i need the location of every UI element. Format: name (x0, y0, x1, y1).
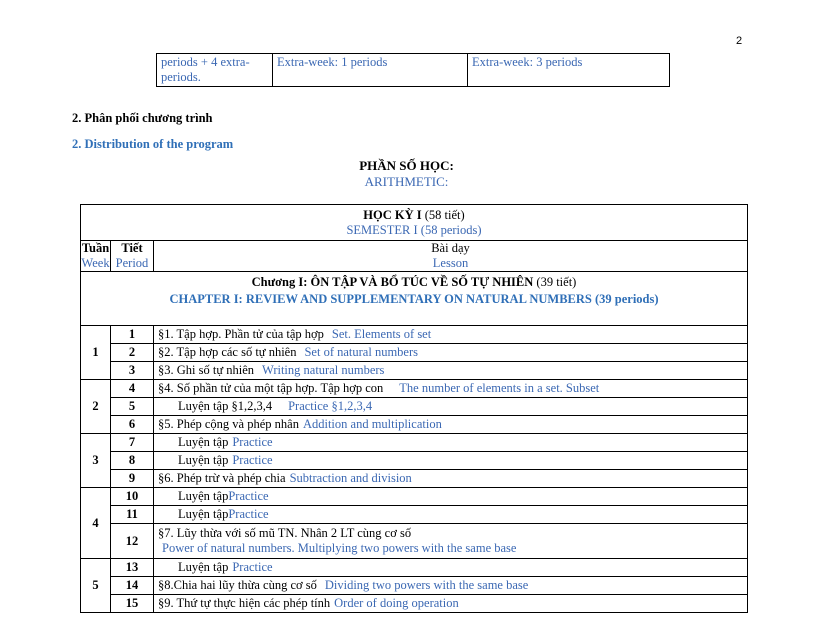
lesson-cell (154, 452, 748, 470)
lesson-en: Set. Elements of set (331, 327, 432, 341)
period-cell: 10 (111, 488, 154, 506)
week-cell: 3 (81, 434, 111, 488)
table-row (81, 380, 748, 398)
lesson-en: Writing natural numbers (262, 363, 385, 377)
period-cell: 11 (111, 506, 154, 524)
table-row (81, 559, 748, 577)
week-column-header (81, 241, 111, 272)
table-cell: Extra-week: 3 periods (468, 54, 670, 87)
lesson-cell (154, 470, 748, 488)
lesson-cell (154, 488, 748, 506)
lesson-cell (154, 362, 748, 380)
semester-note-vi: (58 tiết) (424, 208, 465, 222)
lesson-vi: Luyện tập (178, 435, 229, 449)
table-row (81, 488, 748, 506)
chapter-header (81, 272, 748, 326)
period-cell: 12 (111, 524, 154, 559)
lesson-en: Addition and multiplication (302, 417, 442, 431)
period-cell: 8 (111, 452, 154, 470)
semester-header (81, 205, 748, 241)
table-row (81, 416, 748, 434)
table-row (81, 398, 748, 416)
table-row (81, 434, 748, 452)
period-cell: 5 (111, 398, 154, 416)
section-heading-en: 2. Distribution of the program (72, 137, 234, 151)
lesson-cell (154, 416, 748, 434)
period-cell: 3 (111, 362, 154, 380)
period-cell: 9 (111, 470, 154, 488)
table-row (81, 577, 748, 595)
period-cell: 6 (111, 416, 154, 434)
week-cell: 4 (81, 488, 111, 559)
table-cell: periods + 4 extra-periods. (157, 54, 273, 87)
chapter-title-vi: Chương I: ÔN TẬP VÀ BỔ TÚC VỀ SỐ TỰ NHIÊN (251, 275, 534, 289)
table-row (81, 470, 748, 488)
table-cell: Extra-week: 1 periods (273, 54, 468, 87)
lesson-header-en: Lesson (432, 256, 469, 270)
table-row (81, 362, 748, 380)
lesson-vi: Luyện tập (178, 489, 229, 503)
lesson-cell (154, 577, 748, 595)
lesson-en: Dividing two powers with the same base (324, 578, 529, 592)
lesson-cell (154, 380, 748, 398)
lesson-en: Practice §1,2,3,4 (288, 399, 373, 413)
lesson-column-header (154, 241, 748, 272)
lesson-en: Practice (232, 560, 273, 574)
week-cell: 5 (81, 559, 111, 613)
table-row (81, 344, 748, 362)
lesson-vi: §8.Chia hai lũy thừa cùng cơ số (158, 578, 317, 592)
lesson-en: Practice (232, 435, 273, 449)
lesson-en: Power of natural numbers. Multiplying two powers with the same base (162, 541, 517, 555)
period-cell: 2 (111, 344, 154, 362)
table-row (81, 506, 748, 524)
lesson-en: The number of elements in a set. Subset (399, 381, 600, 395)
lesson-vi: §2. Tập hợp các số tự nhiên (158, 345, 297, 359)
lesson-cell (154, 595, 748, 613)
lesson-cell (154, 524, 748, 559)
period-cell: 4 (111, 380, 154, 398)
period-header-vi: Tiết (121, 241, 143, 255)
lesson-vi: §7. Lũy thừa với số mũ TN. Nhân 2 LT cùng cơ số (158, 526, 412, 540)
semester-title-en: SEMESTER I (58 periods) (346, 223, 482, 237)
period-cell: 14 (111, 577, 154, 595)
lesson-vi: Luyện tập (178, 507, 229, 521)
lesson-en: Practice (232, 453, 273, 467)
period-cell: 13 (111, 559, 154, 577)
lesson-cell (154, 398, 748, 416)
lesson-vi: §9. Thứ tự thực hiện các phép tính (158, 596, 331, 610)
program-table (80, 204, 748, 613)
period-header-en: Period (115, 256, 149, 270)
lesson-vi: Luyện tập §1,2,3,4 (178, 399, 273, 413)
lesson-cell (154, 559, 748, 577)
period-column-header (111, 241, 154, 272)
lesson-vi: §5. Phép cộng và phép nhân (158, 417, 299, 431)
lesson-header-vi: Bài dạy (431, 241, 470, 255)
lesson-en: Practice (228, 489, 269, 503)
table-row (81, 524, 748, 559)
column-header-row (81, 241, 748, 272)
lesson-en: Subtraction and division (289, 471, 412, 485)
lesson-cell (154, 434, 748, 452)
chapter-note-en: (39 periods) (594, 292, 659, 306)
period-cell: 7 (111, 434, 154, 452)
part-title-en: ARITHMETIC: (364, 174, 449, 189)
week-header-en: Week (81, 256, 110, 270)
lesson-en: Order of doing operation (334, 596, 459, 610)
lesson-cell (154, 326, 748, 344)
week-cell: 2 (81, 380, 111, 434)
lesson-vi: §3. Ghi số tự nhiên (158, 363, 255, 377)
lesson-vi: §6. Phép trừ và phép chia (158, 471, 286, 485)
lesson-cell (154, 344, 748, 362)
semester-title-vi: HỌC KỲ I (363, 208, 422, 222)
lesson-vi: §4. Số phần tử của một tập hợp. Tập hợp con (158, 381, 384, 395)
period-cell: 15 (111, 595, 154, 613)
week-cell: 1 (81, 326, 111, 380)
week-header-vi: Tuần (81, 241, 110, 255)
chapter-title-en: CHAPTER I: REVIEW AND SUPPLEMENTARY ON NATURAL NUMBERS (169, 292, 592, 306)
section-heading-vi: 2. Phân phối chương trình (72, 111, 213, 125)
part-title-vi: PHẦN SỐ HỌC: (359, 158, 454, 173)
lesson-vi: §1. Tập hợp. Phần tử của tập hợp (158, 327, 324, 341)
lesson-en: Set of natural numbers (304, 345, 418, 359)
table-row (81, 326, 748, 344)
lesson-vi: Luyện tập (178, 560, 229, 574)
lesson-en: Practice (228, 507, 269, 521)
page-number: 2 (736, 35, 743, 47)
lesson-vi: Luyện tập (178, 453, 229, 467)
chapter-note-vi: (39 tiết) (536, 275, 577, 289)
period-cell: 1 (111, 326, 154, 344)
table-row (81, 452, 748, 470)
lesson-cell (154, 506, 748, 524)
table-row (81, 595, 748, 613)
previous-table-fragment (156, 53, 670, 87)
